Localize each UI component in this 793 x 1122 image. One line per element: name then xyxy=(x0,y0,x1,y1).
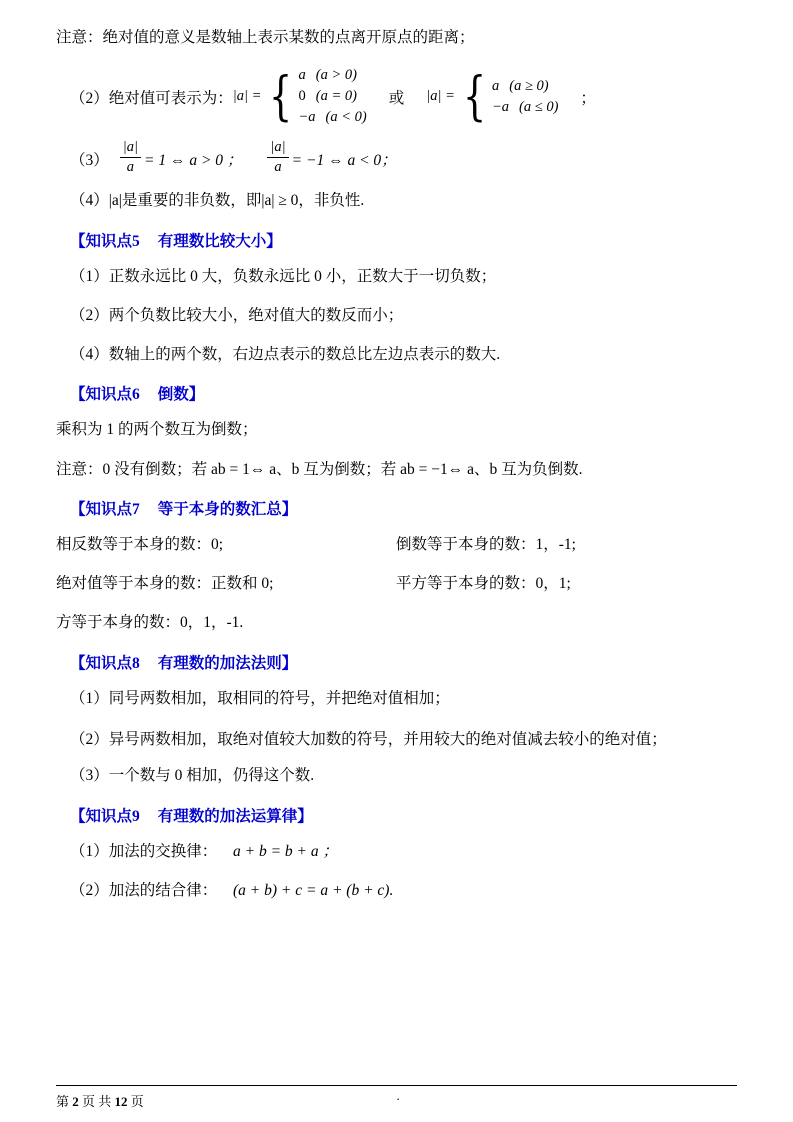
case-1-value: a xyxy=(298,67,306,84)
kp7-title: 等于本身的数汇总】 xyxy=(157,500,298,518)
case-5-condition: (a ≤ 0) xyxy=(519,98,559,115)
item-2-label: （2）绝对值可表示为： xyxy=(70,89,233,107)
kp9-item-1 xyxy=(56,840,737,863)
kp9-prefix: 【知识点 xyxy=(70,807,133,825)
kp8-item-1: （1）同号两数相加，取相同的符号，并把绝对值相加； xyxy=(70,689,450,707)
case-2-condition: (a = 0) xyxy=(315,88,357,105)
kp9-title: 有理数的加法运算律】 xyxy=(157,807,313,825)
knowledge-point-5-heading xyxy=(56,229,737,251)
kp6-prefix: 【知识点 xyxy=(70,386,133,404)
kp7-reciprocal-equals-self: 倒数等于本身的数：1，-1; xyxy=(396,535,576,553)
page-footer xyxy=(56,1091,144,1110)
case-4-condition: (a ≥ 0) xyxy=(509,77,549,94)
kp6-item-1: 乘积为 1 的两个数互为倒数； xyxy=(56,421,258,439)
absolute-value-piecewise-formula xyxy=(56,65,737,128)
kp5-title: 有理数比较大小】 xyxy=(157,232,282,250)
case-1-condition: (a > 0) xyxy=(315,67,357,84)
piecewise-second xyxy=(426,66,559,127)
kp9-item-2-formula: (a + b) + c = a + (b + c). xyxy=(233,881,394,899)
kp9-item-1-formula: a + b = b + a ； xyxy=(233,842,339,860)
item-4-non-negative: （4）|a|是重要的非负数，即|a| ≥ 0，非负性. xyxy=(70,192,365,210)
kp8-number: 8 xyxy=(132,654,140,672)
footer-separator xyxy=(56,1085,737,1086)
kp9-item-2-label: （2）加法的结合律： xyxy=(70,881,218,899)
fraction-numerator-1: |a| xyxy=(122,139,138,156)
kp5-item-1: （1）正数永远比 0 大，负数永远比 0 小，正数大于一切负数； xyxy=(70,267,497,285)
kp5-item-2: （2）两个负数比较大小，绝对值大的数反而小； xyxy=(70,306,404,324)
trailing-semicolon: ； xyxy=(580,89,596,107)
kp8-prefix: 【知识点 xyxy=(70,654,133,672)
kp8-item-3: （3）一个数与 0 相加，仍得这个数. xyxy=(70,767,315,785)
brace-icon-2: { xyxy=(462,66,487,127)
footer-middle: 页 共 xyxy=(82,1094,112,1109)
kp9-item-1-label: （1）加法的交换律： xyxy=(70,842,218,860)
kp6-number: 6 xyxy=(132,386,140,404)
knowledge-point-8-heading xyxy=(56,651,737,673)
knowledge-point-9-heading xyxy=(56,804,737,826)
kp7-row-3: 方等于本身的数：0，1，-1. xyxy=(56,614,244,632)
fraction-abs-a-over-a-1 xyxy=(120,139,141,176)
piecewise-first xyxy=(233,65,367,128)
kp7-row-1 xyxy=(56,533,737,556)
knowledge-point-7-heading xyxy=(56,497,737,519)
abs-a-equals-1: |a| = xyxy=(232,88,262,105)
or-connector: 或 xyxy=(388,89,405,107)
fraction-denominator-1: a xyxy=(126,159,134,176)
item-3-label: （3） xyxy=(70,151,109,169)
kp6-item-2: 注意：0 没有倒数；若 ab = 1⇔ a、b 互为倒数；若 ab = −1⇔ a、b 互为负倒数. xyxy=(56,460,583,478)
footer-suffix: 页 xyxy=(130,1094,144,1109)
case-5-value: −a xyxy=(492,98,510,115)
kp8-item-2: （2）异号两数相加，取绝对值较大加数的符号，并用较大的绝对值减去较小的绝对值； xyxy=(70,730,667,748)
kp9-number: 9 xyxy=(132,807,140,825)
kp5-prefix: 【知识点 xyxy=(70,232,133,250)
case-3-condition: (a < 0) xyxy=(325,109,367,126)
kp7-abs-equals-self: 绝对值等于本身的数：正数和 0; xyxy=(56,575,274,593)
kp7-square-equals-self: 平方等于本身的数：0，1; xyxy=(396,575,571,593)
cases-second xyxy=(492,76,558,118)
footer-center-dot: . xyxy=(396,1088,400,1103)
footer-prefix: 第 xyxy=(56,1094,70,1109)
kp7-row-2 xyxy=(56,572,737,595)
kp7-number: 7 xyxy=(132,500,140,518)
item-3-expression-1: = 1 ⇔ a > 0 ； xyxy=(144,151,243,169)
knowledge-point-6-heading xyxy=(56,382,737,404)
abs-a-equals-2: |a| = xyxy=(426,88,455,105)
kp8-title: 有理数的加法法则】 xyxy=(157,654,298,672)
case-4-value: a xyxy=(492,77,500,94)
cases-first xyxy=(299,65,367,128)
kp5-item-4: （4）数轴上的两个数，右边点表示的数总比左边点表示的数大. xyxy=(70,346,501,364)
item-3-fraction-row xyxy=(56,140,737,177)
fraction-denominator-2: a xyxy=(274,159,282,176)
fraction-numerator-2: |a| xyxy=(270,139,286,156)
kp5-number: 5 xyxy=(132,232,140,250)
case-2-value: 0 xyxy=(298,88,306,105)
kp7-opposite-equals-self: 相反数等于本身的数：0; xyxy=(56,535,224,553)
brace-icon: { xyxy=(269,66,293,127)
footer-total-pages: 12 xyxy=(114,1094,128,1109)
kp7-prefix: 【知识点 xyxy=(70,500,133,518)
fraction-abs-a-over-a-2 xyxy=(267,139,288,176)
item-3-expression-2: = −1 ⇔ a < 0； xyxy=(291,151,397,169)
kp9-item-2 xyxy=(56,879,737,902)
footer-page-number: 2 xyxy=(72,1094,79,1109)
case-3-value: −a xyxy=(298,109,316,126)
note-absolute-value-meaning: 注意：绝对值的意义是数轴上表示某数的点离开原点的距离； xyxy=(56,29,475,46)
kp6-title: 倒数】 xyxy=(157,386,205,404)
